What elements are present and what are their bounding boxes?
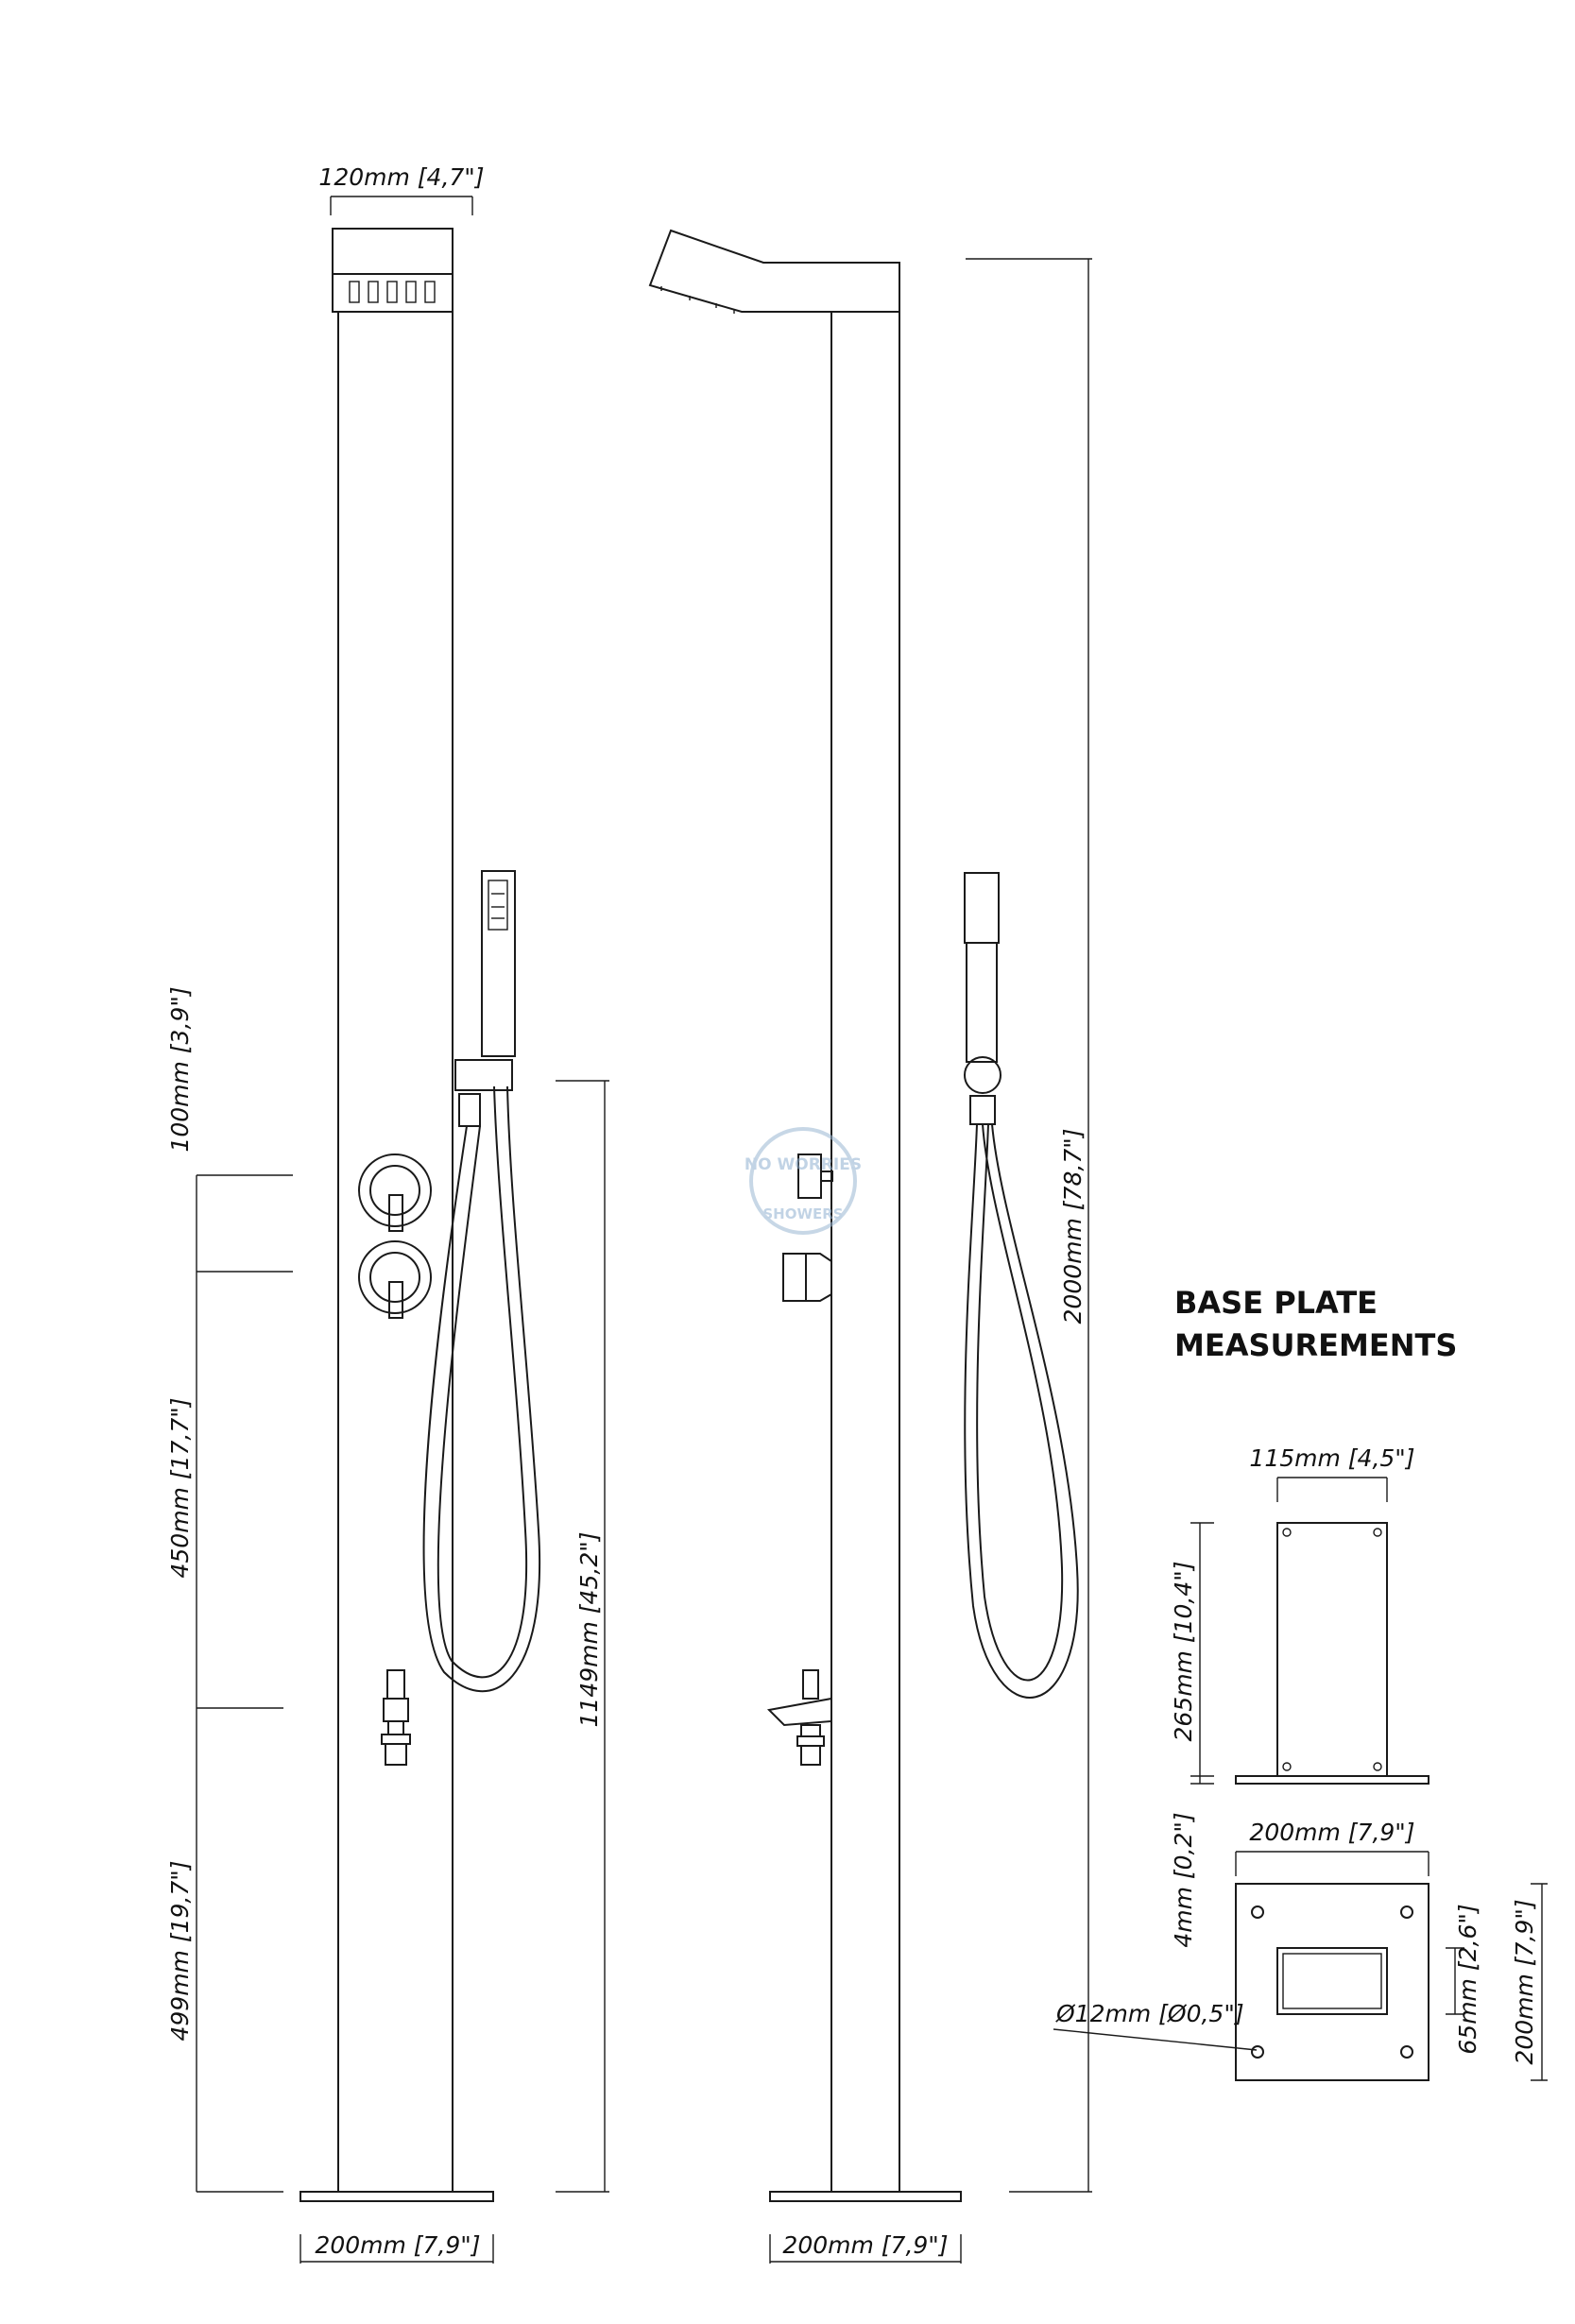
- bp-cutout: [1277, 1948, 1387, 2014]
- front-holder: [455, 1060, 512, 1090]
- dim-450-label: 450mm [17,7"]: [166, 1397, 194, 1579]
- bp-hole-offset-label: 65mm [2,6"]: [1454, 1904, 1481, 2055]
- bp-hole: [1252, 1906, 1263, 1918]
- bp-top-view: [1236, 1884, 1429, 2080]
- dim-1149-label: 1149mm [45,2"]: [575, 1531, 603, 1728]
- side-view: [650, 231, 1092, 2264]
- front-base-width-label: 200mm [7,9"]: [315, 2231, 481, 2259]
- bp-bracket: [1277, 1523, 1387, 1776]
- bp-top-depth-label: 200mm [7,9"]: [1511, 1899, 1538, 2065]
- front-nozzles: [350, 282, 435, 302]
- base-plate-heading-line2: MEASUREMENTS: [1174, 1327, 1458, 1363]
- watermark-line2: SHOWERS: [762, 1205, 844, 1222]
- base-plate-heading-line1: BASE PLATE: [1174, 1285, 1378, 1321]
- dim-100-label: 100mm [3,9"]: [166, 986, 194, 1153]
- side-mixer-lower: [783, 1254, 806, 1301]
- dim-499-label: 499mm [19,7"]: [166, 1860, 194, 2042]
- side-tap: [803, 1670, 818, 1699]
- side-shower-arm: [650, 231, 899, 312]
- watermark-line1: NO WORRIES: [744, 1155, 863, 1174]
- bp-side-width-label: 115mm [4,5"]: [1249, 1444, 1415, 1472]
- bp-thickness-label: 4mm [0,2"]: [1170, 1812, 1197, 1948]
- front-tap: [387, 1670, 404, 1699]
- bp-plate-profile: [1236, 1776, 1429, 1784]
- bp-hole-dia-label: Ø12mm [Ø0,5"]: [1056, 2000, 1244, 2027]
- base-plate-measurements: [1053, 1285, 1548, 2080]
- front-view: [166, 163, 609, 2264]
- front-base-plate: [300, 2192, 493, 2201]
- side-base-width-label: 200mm [7,9"]: [782, 2231, 949, 2259]
- side-hand-shower-head: [965, 873, 999, 943]
- watermark-logo: [745, 1129, 862, 1233]
- bp-top-width-label: 200mm [7,9"]: [1249, 1819, 1415, 1846]
- bp-side-height-label: 265mm [10,4"]: [1170, 1561, 1197, 1742]
- side-height-label: 2000mm [78,7"]: [1059, 1128, 1087, 1324]
- front-top-width-label: 120mm [4,7"]: [318, 163, 485, 191]
- front-hose: [424, 1086, 540, 1691]
- front-hand-shower: [482, 871, 515, 1056]
- side-base-plate: [770, 2192, 961, 2201]
